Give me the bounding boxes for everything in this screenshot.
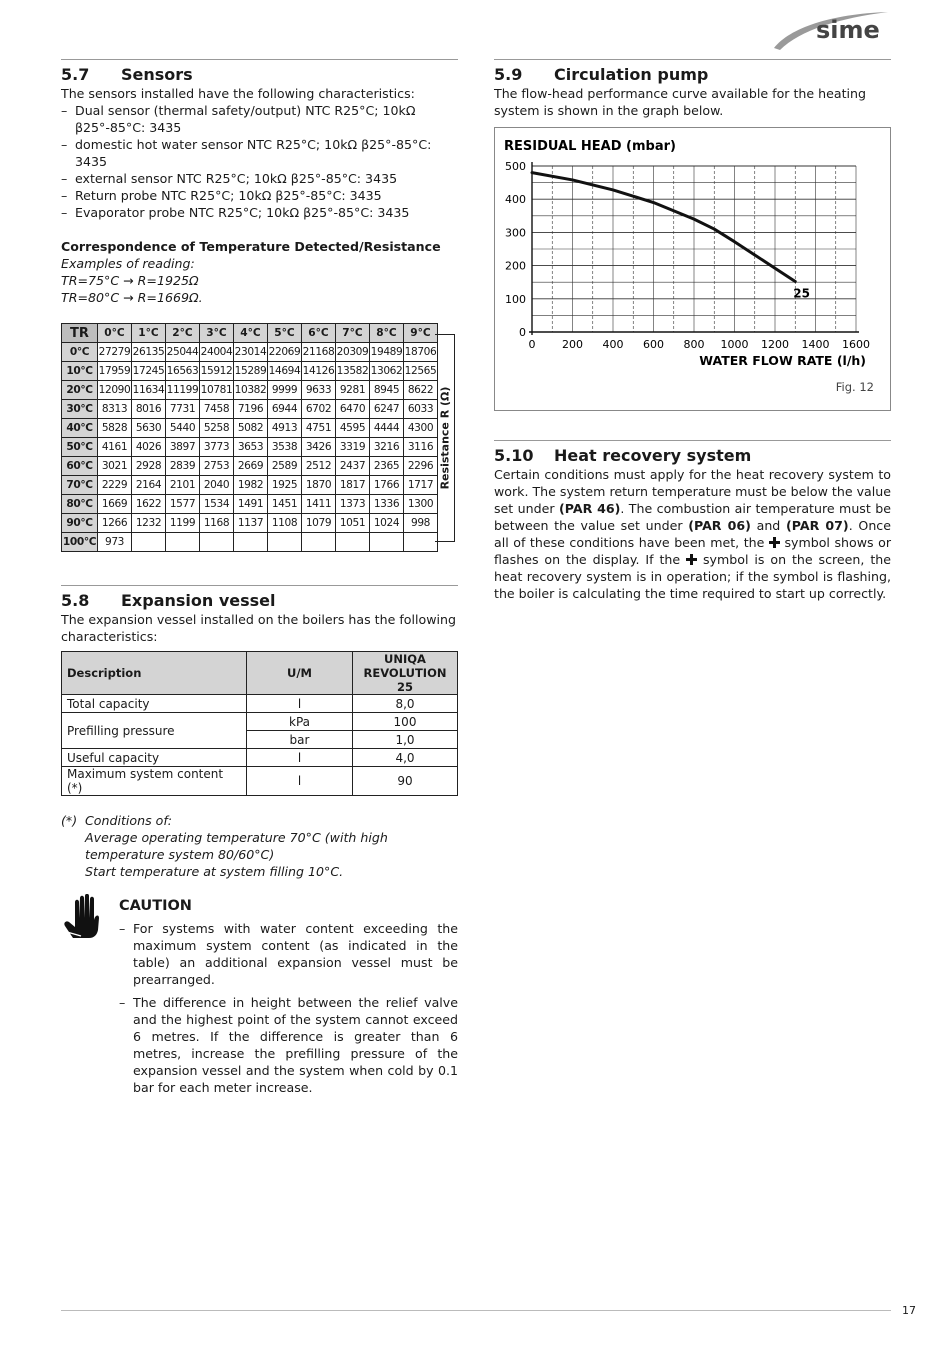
row-header: 80°C [62, 495, 98, 514]
table-cell: 2437 [336, 457, 370, 476]
table-cell: 10382 [234, 381, 268, 400]
sime-logo [770, 8, 892, 52]
table-cell [166, 533, 200, 552]
table-row [62, 381, 438, 400]
table-cell: 3021 [98, 457, 132, 476]
table-cell: 13062 [370, 362, 404, 381]
section-number: 5.8 [61, 591, 90, 610]
pump-intro: The flow-head performance curve available for the heating system is shown in the graph below. [494, 86, 866, 118]
table-cell: 1669 [98, 495, 132, 514]
table-cell: 1266 [98, 514, 132, 533]
table-cell [132, 533, 166, 552]
row-value: 100 [353, 713, 458, 731]
row-value: 90 [353, 767, 458, 796]
table-row [62, 457, 438, 476]
example-reading-2: TR=80°C → R=1669Ω. [61, 290, 203, 305]
table-row [62, 514, 438, 533]
table-row [62, 419, 438, 438]
list-item: – domestic hot water sensor NTC R25°C; 10kΩ β25°-85°C: 3435 [61, 136, 458, 170]
column-header: 2°C [166, 324, 200, 343]
table-cell: 1079 [302, 514, 336, 533]
example-reading-1: TR=75°C → R=1925Ω [61, 273, 199, 288]
column-header: 1°C [132, 324, 166, 343]
list-item: – Dual sensor (thermal safety/output) NTC R25°C; 10kΩ β25°-85°C: 3435 [61, 102, 458, 136]
resistance-axis-label [435, 334, 455, 542]
par-46: (PAR 46) [559, 501, 621, 516]
table-cell: 1717 [404, 476, 438, 495]
table-cell: 23014 [234, 343, 268, 362]
list-item: – The difference in height between the relief valve and the highest point of the system cannot exceed 6 metres. If the difference is greater than 6 metres, increase the prefilling pressure of the expansion vessel and the system when cold by 0.1 bar for each meter increase. [119, 994, 458, 1096]
text-part: . The combustion air temperature must be between the value set under [494, 501, 891, 533]
hand-stop-icon [61, 894, 119, 1102]
column-header: 0°C [98, 324, 132, 343]
table-header-row [62, 652, 458, 695]
row-label: Total capacity [62, 695, 247, 713]
header-description: Description [62, 652, 247, 695]
table-cell: 1451 [268, 495, 302, 514]
table-cell: 13582 [336, 362, 370, 381]
x-axis-title: WATER FLOW RATE (l/h) [699, 353, 866, 368]
table-cell: 1108 [268, 514, 302, 533]
row-value: 4,0 [353, 749, 458, 767]
table-row [62, 695, 458, 713]
table-cell: 1168 [200, 514, 234, 533]
table-row [62, 749, 458, 767]
heat-recovery-text [494, 466, 891, 602]
list-item: – Evaporator probe NTC R25°C; 10kΩ β25°-85°C: 3435 [61, 204, 458, 221]
row-um: bar [247, 731, 353, 749]
x-tick-label: 200 [562, 338, 583, 351]
section-title: Heat recovery system [554, 446, 752, 465]
table-cell: 1199 [166, 514, 200, 533]
table-cell: 9281 [336, 381, 370, 400]
section-number: 5.9 [494, 65, 523, 84]
row-value: 1,0 [353, 731, 458, 749]
table-cell: 5828 [98, 419, 132, 438]
row-header: 10°C [62, 362, 98, 381]
correspondence-title: Correspondence of Temperature Detected/Resistance [61, 239, 441, 254]
table-row [62, 713, 458, 731]
list-item: – external sensor NTC R25°C; 10kΩ β25°-85°C: 3435 [61, 170, 458, 187]
table-cell: 1232 [132, 514, 166, 533]
header-model [353, 652, 458, 695]
sensors-intro: The sensors installed have the following characteristics: [61, 86, 415, 101]
table-cell: 1137 [234, 514, 268, 533]
y-tick-label: 100 [505, 292, 526, 306]
table-cell: 24004 [200, 343, 234, 362]
plus-icon [686, 554, 697, 565]
table-cell: 3897 [166, 438, 200, 457]
table-cell: 14694 [268, 362, 302, 381]
logo-text: sime [816, 16, 880, 44]
table-cell: 25044 [166, 343, 200, 362]
table-cell: 5258 [200, 419, 234, 438]
column-header: 5°C [268, 324, 302, 343]
table-row [62, 767, 458, 796]
table-row [62, 438, 438, 457]
x-tick-label: 600 [643, 338, 664, 351]
row-um: l [247, 749, 353, 767]
resistance-table [61, 323, 438, 552]
column-header: 3°C [200, 324, 234, 343]
row-value: 8,0 [353, 695, 458, 713]
table-cell: 1024 [370, 514, 404, 533]
table-row [62, 533, 438, 552]
note-title: Conditions of: [85, 813, 173, 828]
footer-rule [61, 1310, 891, 1311]
x-tick-label: 1200 [761, 338, 789, 351]
table-cell: 4026 [132, 438, 166, 457]
table-cell: 8016 [132, 400, 166, 419]
table-cell: 10781 [200, 381, 234, 400]
table-cell: 11199 [166, 381, 200, 400]
table-cell: 3216 [370, 438, 404, 457]
row-header: 90°C [62, 514, 98, 533]
table-cell: 7458 [200, 400, 234, 419]
table-cell: 4751 [302, 419, 336, 438]
table-cell: 15289 [234, 362, 268, 381]
table-cell: 3426 [302, 438, 336, 457]
table-cell: 1534 [200, 495, 234, 514]
table-cell: 12565 [404, 362, 438, 381]
column-header: 6°C [302, 324, 336, 343]
table-cell: 2296 [404, 457, 438, 476]
table-cell: 20309 [336, 343, 370, 362]
x-tick-label: 0 [528, 338, 536, 351]
header-model-line2: REVOLUTION 25 [363, 666, 447, 694]
expansion-table [61, 651, 458, 796]
section-number: 5.10 [494, 446, 534, 465]
list-item: – Return probe NTC R25°C; 10kΩ β25°-85°C: 3435 [61, 187, 458, 204]
table-cell: 973 [98, 533, 132, 552]
table-cell: 5440 [166, 419, 200, 438]
table-cell: 16563 [166, 362, 200, 381]
caution-box [61, 894, 458, 1102]
left-column [61, 59, 458, 1102]
table-cell: 2040 [200, 476, 234, 495]
header-model-line1: UNIQA [384, 652, 426, 666]
table-cell: 12090 [98, 381, 132, 400]
table-cell: 1411 [302, 495, 336, 514]
table-cell: 3773 [200, 438, 234, 457]
table-cell: 6470 [336, 400, 370, 419]
column-header: 8°C [370, 324, 404, 343]
table-cell: 22069 [268, 343, 302, 362]
par-07: (PAR 07) [786, 518, 849, 533]
row-header: 30°C [62, 400, 98, 419]
column-header: 7°C [336, 324, 370, 343]
section-heading-expansion [61, 585, 458, 611]
par-06: (PAR 06) [688, 518, 751, 533]
table-cell: 1336 [370, 495, 404, 514]
section-number: 5.7 [61, 65, 90, 84]
table-cell: 8313 [98, 400, 132, 419]
list-item: – For systems with water content exceeding the maximum system content (as indicated in the table) an additional expansion vessel must be prearranged. [119, 920, 458, 988]
table-cell: 4161 [98, 438, 132, 457]
row-header: 0°C [62, 343, 98, 362]
pump-chart-svg [495, 128, 892, 412]
pump-chart [494, 127, 891, 411]
table-cell [404, 533, 438, 552]
caution-title: CAUTION [119, 898, 192, 914]
table-row [62, 476, 438, 495]
row-header: 70°C [62, 476, 98, 495]
table-cell: 1373 [336, 495, 370, 514]
table-row [62, 400, 438, 419]
table-cell: 2512 [302, 457, 336, 476]
y-tick-label: 0 [519, 326, 526, 339]
table-cell: 4444 [370, 419, 404, 438]
table-cell: 3538 [268, 438, 302, 457]
y-axis-title: RESIDUAL HEAD (mbar) [504, 139, 676, 154]
table-cell: 2753 [200, 457, 234, 476]
table-cell: 2229 [98, 476, 132, 495]
table-cell [268, 533, 302, 552]
section-title: Circulation pump [554, 65, 709, 84]
table-cell: 1051 [336, 514, 370, 533]
row-label: Prefilling pressure [62, 713, 247, 749]
table-cell: 1817 [336, 476, 370, 495]
note-line-1: Average operating temperature 70°C (with high temperature system 80/60°C) [85, 830, 388, 862]
table-cell [234, 533, 268, 552]
table-cell: 4913 [268, 419, 302, 438]
table-cell: 26135 [132, 343, 166, 362]
table-cell: 1766 [370, 476, 404, 495]
caution-list [119, 920, 458, 1096]
table-header-row [62, 324, 438, 343]
resistance-label-text: Resistance R (Ω) [438, 386, 451, 490]
row-um: l [247, 767, 353, 796]
table-cell: 6247 [370, 400, 404, 419]
table-cell: 9633 [302, 381, 336, 400]
table-body [62, 343, 438, 552]
table-cell: 15912 [200, 362, 234, 381]
table-cell [302, 533, 336, 552]
table-cell: 1577 [166, 495, 200, 514]
table-cell: 2839 [166, 457, 200, 476]
text-part: . Once all of these conditions have been met, the [494, 518, 891, 550]
right-column [494, 59, 891, 602]
table-cell: 1491 [234, 495, 268, 514]
table-cell: 5630 [132, 419, 166, 438]
table-cell: 3116 [404, 438, 438, 457]
section-title: Expansion vessel [121, 591, 276, 610]
y-tick-label: 300 [505, 226, 526, 240]
table-cell: 27279 [98, 343, 132, 362]
header-um: U/M [247, 652, 353, 695]
table-cell: 4595 [336, 419, 370, 438]
table-cell: 4300 [404, 419, 438, 438]
table-cell: 2101 [166, 476, 200, 495]
table-cell: 9999 [268, 381, 302, 400]
expansion-intro: The expansion vessel installed on the boilers has the following characteristics: [61, 612, 456, 644]
table-cell: 1622 [132, 495, 166, 514]
table-cell: 2928 [132, 457, 166, 476]
x-tick-label: 1600 [842, 338, 870, 351]
table-cell: 1300 [404, 495, 438, 514]
table-cell: 18706 [404, 343, 438, 362]
table-cell: 1870 [302, 476, 336, 495]
resistance-table-wrap [61, 323, 458, 552]
table-cell: 6702 [302, 400, 336, 419]
y-tick-label: 200 [505, 259, 526, 273]
section-heading-pump [494, 59, 891, 85]
plus-icon [769, 537, 780, 548]
page-number: 17 [902, 1304, 916, 1317]
y-tick-label: 400 [505, 193, 526, 207]
note-mark: (*) [61, 813, 78, 828]
table-cell [200, 533, 234, 552]
table-cell: 7196 [234, 400, 268, 419]
table-cell: 7731 [166, 400, 200, 419]
column-header: 4°C [234, 324, 268, 343]
y-tick-label: 500 [505, 160, 526, 173]
row-header: 60°C [62, 457, 98, 476]
table-cell: 8945 [370, 381, 404, 400]
row-header: 50°C [62, 438, 98, 457]
table-cell: 11634 [132, 381, 166, 400]
table-cell: 21168 [302, 343, 336, 362]
section-heading-heat-recovery [494, 440, 891, 466]
note-line-2: Start temperature at system filling 10°C. [85, 864, 344, 879]
x-tick-label: 800 [683, 338, 705, 351]
row-header: 100°C [62, 533, 98, 552]
table-cell: 2365 [370, 457, 404, 476]
table-cell: 2589 [268, 457, 302, 476]
row-um: kPa [247, 713, 353, 731]
section-heading-sensors [61, 59, 458, 85]
row-label: Maximum system content (*) [62, 767, 247, 796]
text-part: symbol shows or flashes on the display. If the [494, 535, 891, 567]
table-cell [336, 533, 370, 552]
row-um: l [247, 695, 353, 713]
row-header: 20°C [62, 381, 98, 400]
table-cell: 2669 [234, 457, 268, 476]
x-tick-label: 1000 [720, 338, 749, 351]
table-cell [370, 533, 404, 552]
table-cell: 2164 [132, 476, 166, 495]
sensor-list [61, 102, 458, 221]
table-cell: 17245 [132, 362, 166, 381]
text-part: Certain conditions must apply for the heat recovery system to work. The system return temperature must be below the value set under [494, 467, 891, 516]
column-header: 9°C [404, 324, 438, 343]
table-cell: 5082 [234, 419, 268, 438]
text-part: symbol is on the screen, the heat recovery system is in operation; if the symbol is flashing, the boiler is calculating the time required to start up correctly. [494, 552, 891, 601]
table-cell: 14126 [302, 362, 336, 381]
table-cell: 3653 [234, 438, 268, 457]
corner-cell: TR [62, 324, 98, 343]
section-title: Sensors [121, 65, 193, 84]
table-cell: 6033 [404, 400, 438, 419]
table-cell: 998 [404, 514, 438, 533]
x-tick-label: 400 [602, 338, 624, 351]
series-label: 25 [793, 286, 810, 301]
table-cell: 19489 [370, 343, 404, 362]
table-row [62, 362, 438, 381]
examples-label: Examples of reading: [61, 256, 195, 271]
text-part: and [756, 518, 781, 533]
table-cell: 17959 [98, 362, 132, 381]
table-cell: 1925 [268, 476, 302, 495]
table-cell: 6944 [268, 400, 302, 419]
row-label: Useful capacity [62, 749, 247, 767]
conditions-note [61, 812, 458, 880]
table-row [62, 343, 438, 362]
table-row [62, 495, 438, 514]
table-cell: 8622 [404, 381, 438, 400]
row-header: 40°C [62, 419, 98, 438]
x-tick-label: 1400 [801, 338, 830, 351]
table-cell: 3319 [336, 438, 370, 457]
table-cell: 1982 [234, 476, 268, 495]
figure-label: Fig. 12 [835, 380, 874, 394]
